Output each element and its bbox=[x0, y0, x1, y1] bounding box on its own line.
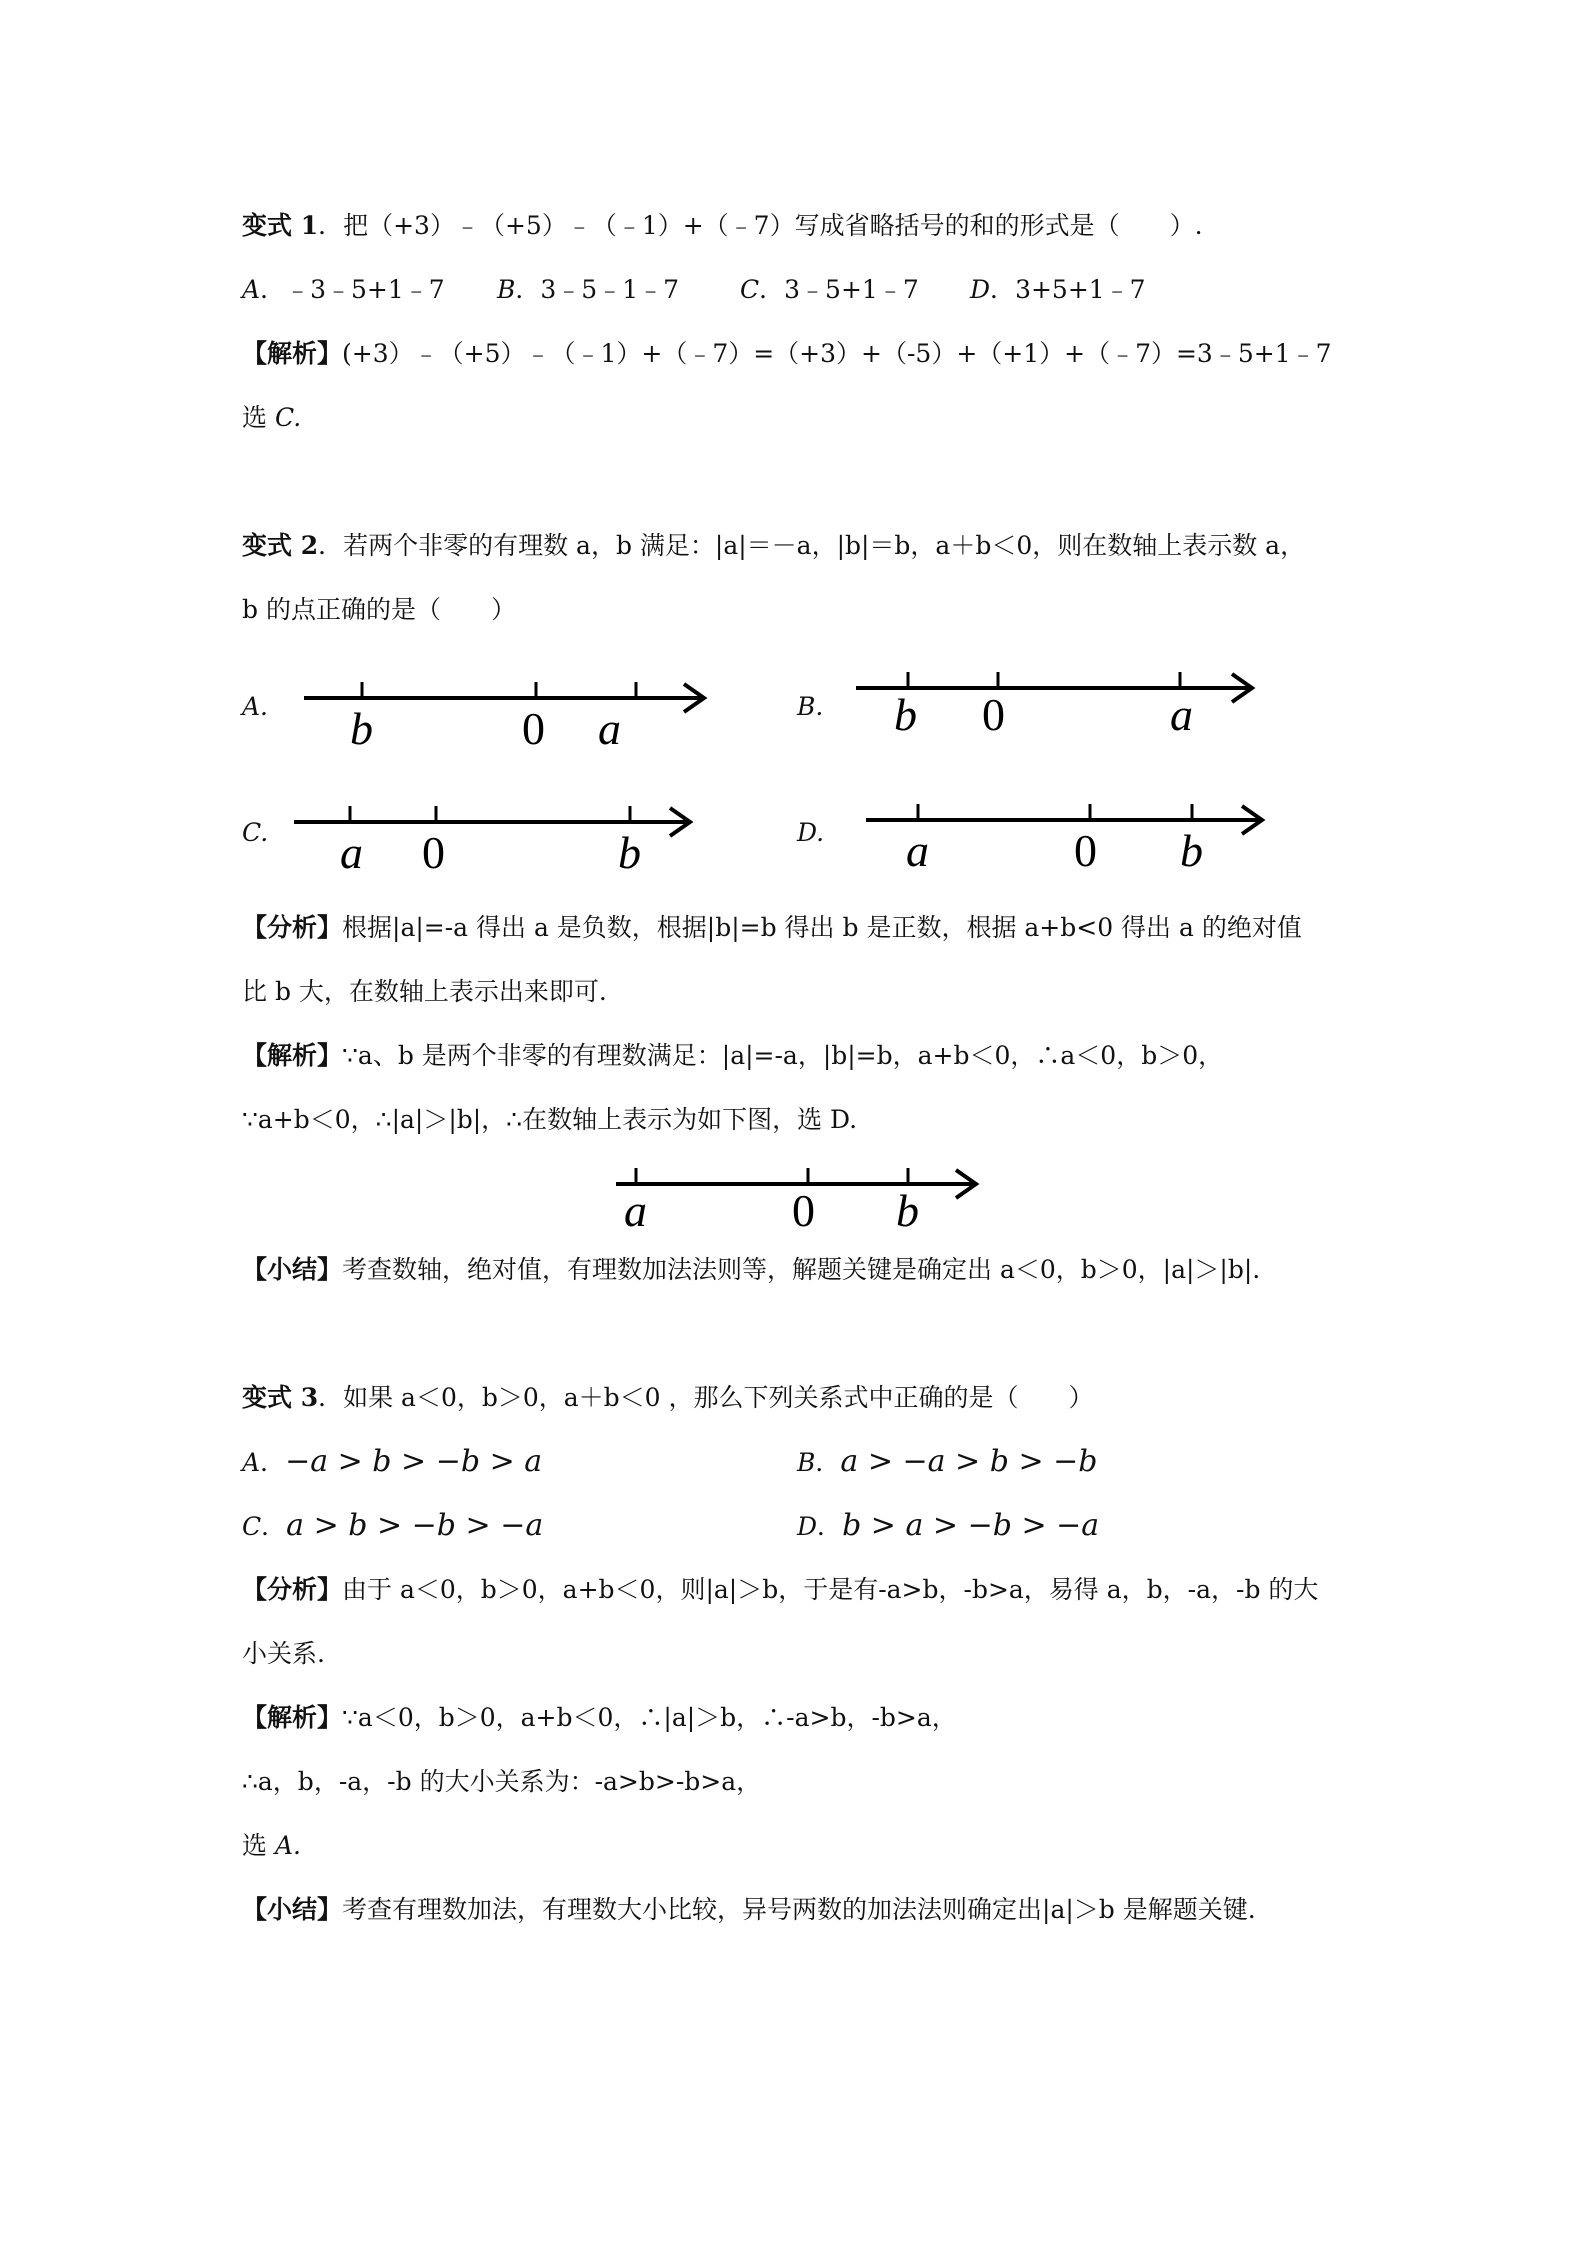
jiexi-text: (+3）﹣（+5）﹣（﹣1）+（﹣7）=（+3）+（-5）+（+1）+（﹣7）=3﹣5+1﹣7 bbox=[342, 339, 1332, 368]
option-label: A bbox=[242, 275, 261, 304]
q2-option-c-label: C. bbox=[242, 818, 269, 847]
q3-option-d: D．b > a > −b > −a bbox=[797, 1508, 1100, 1543]
q3-option-a: A．−a > b > −b > a bbox=[242, 1444, 543, 1479]
jiexi-tag: 【解析】 bbox=[242, 339, 343, 368]
q3-stem bbox=[242, 1380, 1094, 1416]
choose-text: 选 bbox=[242, 403, 275, 432]
q2-option-c-number-line bbox=[290, 796, 710, 876]
q2-jiexi-line1 bbox=[242, 1038, 1223, 1074]
option-text: b > a > −b > −a bbox=[842, 1508, 1100, 1543]
q3-option-b: B．a > −a > b > −b bbox=[797, 1444, 1098, 1479]
q2-solution-number-line bbox=[612, 1160, 992, 1240]
q3-fenxi-line1 bbox=[242, 1572, 1318, 1608]
answer-letter: A. bbox=[274, 1831, 301, 1860]
fenxi-tag: 【分析】 bbox=[242, 913, 343, 942]
jiexi-tag: 【解析】 bbox=[242, 1041, 343, 1070]
q2-option-a-label: A. bbox=[242, 692, 269, 721]
q2-fenxi-line2 bbox=[242, 974, 607, 1010]
option-text: 3﹣5﹣1﹣7 bbox=[540, 275, 680, 304]
q2-xiaojie bbox=[242, 1252, 1260, 1288]
option-label: C bbox=[242, 1512, 262, 1541]
option-text: 3﹣5+1﹣7 bbox=[784, 275, 919, 304]
xiaojie-text: 考查有理数加法，有理数大小比较，异号两数的加法法则确定出|a|＞b 是解题关键. bbox=[342, 1895, 1256, 1924]
q3-fenxi-line2 bbox=[242, 1636, 325, 1672]
point-label: a bbox=[906, 825, 929, 876]
q2-option-d-number-line bbox=[862, 796, 1282, 876]
point-label: b bbox=[894, 689, 917, 740]
q2-option-b-number-line bbox=[852, 664, 1272, 744]
point-label: a bbox=[1170, 689, 1193, 740]
option-label: C bbox=[740, 275, 760, 304]
q3-stem-text: ．如果 a＜0，b＞0，a＋b＜0 ，那么下列关系式中正确的是（ ） bbox=[318, 1383, 1094, 1412]
fenxi-tag: 【分析】 bbox=[242, 1575, 343, 1604]
q2-head: 变式 2 bbox=[242, 531, 319, 560]
point-label: a bbox=[340, 827, 363, 878]
q2-option-d-label: D. bbox=[797, 818, 825, 847]
q1-answer bbox=[242, 400, 301, 436]
xiaojie-text: 考查数轴，绝对值，有理数加法法则等，解题关键是确定出 a＜0，b＞0，|a|＞|b|. bbox=[342, 1255, 1261, 1284]
option-text: 3+5+1﹣7 bbox=[1015, 275, 1146, 304]
q3-head: 变式 3 bbox=[242, 1383, 319, 1412]
q3-xiaojie bbox=[242, 1892, 1256, 1928]
q3-jiexi-line1 bbox=[242, 1700, 957, 1736]
option-label: D bbox=[797, 1512, 818, 1541]
fenxi-text2: 比 b 大，在数轴上表示出来即可. bbox=[242, 977, 607, 1006]
option-text: a > b > −b > −a bbox=[286, 1508, 544, 1543]
point-label: b bbox=[618, 827, 641, 878]
fenxi-text: 由于 a＜0，b＞0，a+b＜0，则|a|＞b，于是有-a>b，-b>a，易得 a，b，-a，-b 的大 bbox=[342, 1575, 1319, 1604]
q1-stem-text: ．把（+3）﹣（+5）﹣（﹣1）+（﹣7）写成省略括号的和的形式是（ ）. bbox=[318, 211, 1203, 240]
option-label: B bbox=[497, 275, 516, 304]
point-label: b bbox=[896, 1185, 919, 1236]
q3-option-c: C．a > b > −b > −a bbox=[242, 1508, 544, 1543]
jiexi-text2: ∵a+b＜0，∴|a|＞|b|，∴在数轴上表示为如下图，选 D. bbox=[242, 1105, 858, 1134]
q2-option-a-number-line bbox=[300, 672, 720, 752]
option-label: B bbox=[797, 1448, 816, 1477]
fenxi-text2: 小关系. bbox=[242, 1639, 325, 1668]
option-label: D bbox=[970, 275, 991, 304]
origin-label: 0 bbox=[982, 689, 1005, 740]
q1-option-d: D．3+5+1﹣7 bbox=[970, 275, 1146, 304]
q2-stem-line1 bbox=[242, 528, 1305, 564]
q2-fenxi-line1 bbox=[242, 910, 1302, 946]
point-label: a bbox=[624, 1185, 647, 1236]
q2-stem-text: ．若两个非零的有理数 a，b 满足：|a|＝－a，|b|＝b，a＋b＜0，则在数轴上表示数 a， bbox=[318, 531, 1306, 560]
q1-option-b: B．3﹣5﹣1﹣7 bbox=[497, 275, 680, 304]
fenxi-text: 根据|a|=-a 得出 a 是负数，根据|b|=b 得出 b 是正数，根据 a+b<0 得出 a 的绝对值 bbox=[342, 913, 1302, 942]
q3-answer bbox=[242, 1828, 301, 1864]
point-label: a bbox=[598, 703, 621, 754]
q1-stem bbox=[242, 208, 1203, 244]
option-label: A bbox=[242, 1448, 261, 1477]
q2-stem-line2 bbox=[242, 592, 516, 628]
option-text: ﹣3﹣5+1﹣7 bbox=[285, 275, 445, 304]
q1-option-a: A．﹣3﹣5+1﹣7 bbox=[242, 275, 445, 304]
xiaojie-tag: 【小结】 bbox=[242, 1895, 343, 1924]
q1-jiexi bbox=[242, 336, 1332, 372]
choose-text: 选 bbox=[242, 1831, 275, 1860]
jiexi-text2: ∴a，b，-a，-b 的大小关系为：-a>b>-b>a， bbox=[242, 1767, 762, 1796]
q2-jiexi-line2 bbox=[242, 1102, 857, 1138]
origin-label: 0 bbox=[522, 703, 545, 754]
q1-head: 变式 1 bbox=[242, 211, 319, 240]
jiexi-text: ∵a、b 是两个非零的有理数满足：|a|=-a，|b|=b，a+b＜0，∴a＜0，b＞0， bbox=[342, 1041, 1224, 1070]
q1-option-c: C．3﹣5+1﹣7 bbox=[740, 275, 919, 304]
origin-label: 0 bbox=[1074, 825, 1097, 876]
point-label: b bbox=[1180, 825, 1203, 876]
point-label: b bbox=[350, 703, 373, 754]
xiaojie-tag: 【小结】 bbox=[242, 1255, 343, 1284]
origin-label: 0 bbox=[792, 1185, 815, 1236]
origin-label: 0 bbox=[422, 827, 445, 878]
jiexi-text: ∵a＜0，b＞0，a+b＜0，∴|a|＞b，∴-a>b，-b>a， bbox=[342, 1703, 957, 1732]
option-text: a > −a > b > −b bbox=[840, 1444, 1098, 1479]
option-text: −a > b > −b > a bbox=[285, 1444, 543, 1479]
answer-letter: C. bbox=[274, 403, 302, 432]
jiexi-tag: 【解析】 bbox=[242, 1703, 343, 1732]
q2-option-b-label: B. bbox=[797, 692, 824, 721]
q3-jiexi-line2 bbox=[242, 1764, 761, 1800]
q2-stem-text2: b 的点正确的是（ ） bbox=[242, 595, 516, 624]
